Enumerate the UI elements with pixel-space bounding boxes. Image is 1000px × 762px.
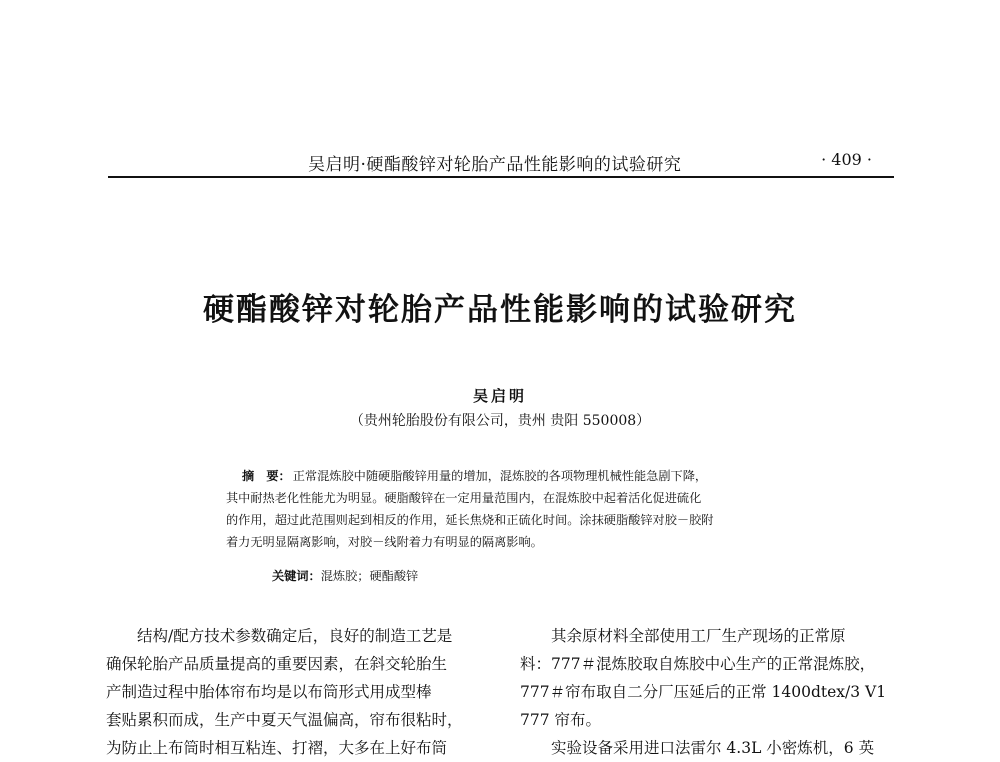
body-line: 料：777＃混炼胶取自炼胶中心生产的正常混炼胶， <box>520 655 876 673</box>
running-head-title: 吴启明·硬酯酸锌对轮胎产品性能影响的试验研究 <box>308 155 682 175</box>
body-line: 结构/配方技术参数确定后，良好的制造工艺是 <box>106 627 453 645</box>
abstract-line: 着力无明显隔离影响，对胶－线附着力有明显的隔离影响。 <box>226 535 543 549</box>
body-line: 其余原材料全部使用工厂生产现场的正常原 <box>520 627 846 645</box>
keywords <box>272 567 418 584</box>
body-line: 套贴累积而成，生产中夏天气温偏高，帘布很粘时， <box>106 711 463 729</box>
affiliation: （贵州轮胎股份有限公司，贵州 贵阳 550008） <box>349 413 651 429</box>
abstract-line <box>226 465 786 487</box>
body-line: 777＃帘布取自二分厂压延后的正常 1400dtex/3 V1 <box>520 683 887 701</box>
body-right-column <box>520 622 900 762</box>
running-head <box>108 150 894 178</box>
abstract <box>226 465 786 553</box>
body-left-column <box>106 622 486 762</box>
body-line: 确保轮胎产品质量提高的重要因素，在斜交轮胎生 <box>106 655 448 673</box>
keywords-text: 混炼胶；硬酯酸锌 <box>320 569 419 583</box>
article-title: 硬酯酸锌对轮胎产品性能影响的试验研究 <box>203 292 797 328</box>
page-number: · 409 · <box>821 150 872 169</box>
abstract-line: 其中耐热老化性能尤为明显。硬脂酸锌在一定用量范围内，在混炼胶中起着活化促进硫化 <box>226 491 702 505</box>
abstract-text: 正常混炼胶中随硬脂酸锌用量的增加，混炼胶的各项物理机械性能急剧下降， <box>292 469 708 483</box>
body-line: 产制造过程中胎体帘布均是以布筒形式用成型棒 <box>106 683 432 701</box>
abstract-line: 的作用，超过此范围则起到相反的作用，延长焦烧和正硫化时间。涂抹硬脂酸锌对胶－胶附 <box>226 513 714 527</box>
keywords-label: 关键词： <box>272 569 321 583</box>
body-line: 777 帘布。 <box>520 711 602 729</box>
author: 吴启明 <box>472 387 527 405</box>
body-line: 为防止上布筒时相互粘连、打褶，大多在上好布筒 <box>106 739 448 757</box>
body-line: 实验设备采用进口法雷尔 4.3L 小密炼机，6 英 <box>520 739 875 757</box>
abstract-label: 摘 要： <box>242 469 291 483</box>
